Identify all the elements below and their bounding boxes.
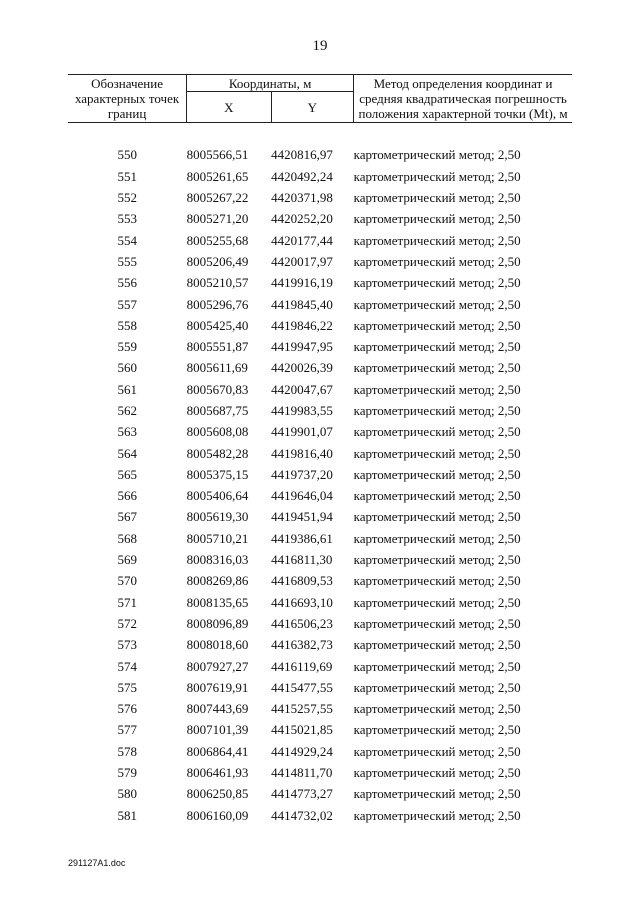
table-row <box>68 272 572 293</box>
cell-method: картометрический метод; 2,50 <box>353 722 521 738</box>
cell-x: 8005267,22 <box>186 190 249 206</box>
cell-x: 8005670,83 <box>186 381 249 397</box>
table-row <box>68 698 572 719</box>
cell-x: 8008018,60 <box>186 637 249 653</box>
cell-method: картометрический метод; 2,50 <box>353 509 521 525</box>
cell-y: 4420492,24 <box>271 168 333 184</box>
table-spacer <box>68 123 572 145</box>
cell-y: 4419947,95 <box>271 339 333 355</box>
cell-x: 8005206,49 <box>186 253 249 269</box>
table-row <box>68 805 572 826</box>
cell-method: картометрический метод; 2,50 <box>353 445 521 461</box>
cell-method: картометрический метод; 2,50 <box>353 679 521 695</box>
cell-x: 8005608,08 <box>186 424 249 440</box>
table-row <box>68 719 572 740</box>
cell-method: картометрический метод; 2,50 <box>353 339 521 355</box>
cell-method: картометрический метод; 2,50 <box>353 658 521 674</box>
cell-y: 4420252,20 <box>271 211 333 227</box>
header-point: Обозначение характерных точек границ <box>68 75 187 123</box>
table-row <box>68 464 572 485</box>
cell-point: 550 <box>117 147 138 163</box>
cell-y: 4416811,30 <box>271 552 333 568</box>
cell-y: 4419901,07 <box>271 424 333 440</box>
cell-method: картометрический метод; 2,50 <box>353 317 521 333</box>
cell-point: 577 <box>117 722 138 738</box>
page-number: 19 <box>312 38 328 54</box>
cell-point: 573 <box>117 637 138 653</box>
cell-method: картометрический метод; 2,50 <box>353 190 521 206</box>
cell-x: 8008316,03 <box>186 552 249 568</box>
cell-point: 568 <box>117 530 138 546</box>
table-row <box>68 379 572 400</box>
cell-x: 8007443,69 <box>186 701 249 717</box>
cell-x: 8005255,68 <box>186 232 249 248</box>
cell-method: картометрический метод; 2,50 <box>353 360 521 376</box>
cell-y: 4414811,70 <box>271 765 333 781</box>
cell-method: картометрический метод; 2,50 <box>353 786 521 802</box>
cell-y: 4420047,67 <box>271 381 333 397</box>
table-row <box>68 229 572 250</box>
cell-y: 4416119,69 <box>271 658 333 674</box>
cell-x: 8005271,20 <box>186 211 249 227</box>
cell-y: 4420017,97 <box>271 253 333 269</box>
cell-point: 553 <box>117 211 138 227</box>
cell-y: 4419646,04 <box>271 488 333 504</box>
cell-y: 4419845,40 <box>271 296 333 312</box>
cell-y: 4419737,20 <box>271 466 333 482</box>
cell-point: 567 <box>117 509 138 525</box>
cell-method: картометрический метод; 2,50 <box>353 296 521 312</box>
cell-x: 8005611,69 <box>186 360 248 376</box>
cell-x: 8007101,39 <box>186 722 249 738</box>
cell-point: 576 <box>117 701 138 717</box>
cell-x: 8005296,76 <box>186 296 249 312</box>
cell-x: 8005710,21 <box>186 530 249 546</box>
cell-y: 4419386,61 <box>271 530 333 546</box>
cell-point: 559 <box>117 339 138 355</box>
cell-point: 581 <box>117 807 138 823</box>
cell-y: 4415477,55 <box>271 679 333 695</box>
table-row <box>68 762 572 783</box>
document-reference: 291127A1.doc <box>68 858 126 868</box>
cell-point: 562 <box>117 403 138 418</box>
cell-y: 4419916,19 <box>271 275 333 291</box>
table-body <box>68 123 572 826</box>
cell-x: 8007619,91 <box>186 679 249 695</box>
cell-method: картометрический метод; 2,50 <box>353 807 521 823</box>
cell-method: картометрический метод; 2,50 <box>353 637 521 653</box>
table-row <box>68 144 572 165</box>
cell-point: 575 <box>117 679 138 695</box>
cell-method: картометрический метод; 2,50 <box>353 275 521 291</box>
table-row <box>68 592 572 613</box>
header-y: Y <box>271 92 353 123</box>
cell-point: 560 <box>117 360 138 376</box>
cell-y: 4419816,40 <box>271 445 333 461</box>
cell-method: картометрический метод; 2,50 <box>353 594 521 610</box>
header-x: X <box>187 92 272 123</box>
cell-method: картометрический метод; 2,50 <box>353 488 521 504</box>
cell-point: 556 <box>117 275 138 291</box>
cell-y: 4416382,73 <box>271 637 333 653</box>
cell-point: 565 <box>117 466 138 482</box>
cell-x: 8008269,86 <box>186 573 249 589</box>
cell-x: 8005687,75 <box>186 403 249 418</box>
table-row <box>68 570 572 591</box>
cell-y: 4419451,94 <box>271 509 333 525</box>
cell-method: картометрический метод; 2,50 <box>353 765 521 781</box>
cell-method: картометрический метод; 2,50 <box>353 424 521 440</box>
cell-x: 8007927,27 <box>186 658 249 674</box>
table-row <box>68 400 572 421</box>
cell-point: 574 <box>117 658 138 674</box>
cell-point: 579 <box>117 765 138 781</box>
table-row <box>68 166 572 187</box>
table-row <box>68 357 572 378</box>
cell-x: 8006461,93 <box>186 765 249 781</box>
cell-y: 4419846,22 <box>271 317 333 333</box>
cell-method: картометрический метод; 2,50 <box>353 701 521 717</box>
cell-point: 580 <box>117 786 138 802</box>
cell-y: 4414732,02 <box>271 807 333 823</box>
cell-y: 4419983,55 <box>271 403 333 418</box>
cell-point: 557 <box>117 296 138 312</box>
table-row <box>68 187 572 208</box>
cell-y: 4414929,24 <box>271 743 333 759</box>
cell-x: 8005566,51 <box>186 147 249 163</box>
table-row <box>68 421 572 442</box>
cell-method: картометрический метод; 2,50 <box>353 253 521 269</box>
cell-point: 571 <box>117 594 138 610</box>
cell-method: картометрический метод; 2,50 <box>353 232 521 248</box>
cell-point: 569 <box>117 552 138 568</box>
table-row <box>68 208 572 229</box>
table-row <box>68 528 572 549</box>
cell-point: 570 <box>117 573 138 589</box>
cell-x: 8005261,65 <box>186 168 249 184</box>
cell-x: 8005425,40 <box>186 317 249 333</box>
cell-method: картометрический метод; 2,50 <box>353 381 521 397</box>
cell-method: картометрический метод; 2,50 <box>353 168 521 184</box>
coordinates-table <box>68 74 572 826</box>
cell-point: 564 <box>117 445 138 461</box>
table-row <box>68 315 572 336</box>
cell-y: 4420816,97 <box>271 147 333 163</box>
table-row <box>68 485 572 506</box>
cell-y: 4416506,23 <box>271 615 333 631</box>
cell-x: 8005482,28 <box>186 445 249 461</box>
table-row <box>68 336 572 357</box>
cell-point: 555 <box>117 253 138 269</box>
cell-method: картометрический метод; 2,50 <box>353 615 521 631</box>
cell-x: 8005406,64 <box>186 488 249 504</box>
cell-point: 561 <box>117 381 138 397</box>
cell-method: картометрический метод; 2,50 <box>353 403 521 418</box>
cell-point: 566 <box>117 488 138 504</box>
cell-x: 8005375,15 <box>186 466 249 482</box>
cell-point: 563 <box>117 424 138 440</box>
cell-method: картометрический метод; 2,50 <box>353 743 521 759</box>
table-row <box>68 655 572 676</box>
cell-x: 8006250,85 <box>186 786 249 802</box>
cell-y: 4414773,27 <box>271 786 333 802</box>
header-method: Метод определения координат и средняя квадратическая погрешность положения характерной точки (Mt), м <box>354 75 572 123</box>
cell-point: 572 <box>117 615 138 631</box>
cell-y: 4415257,55 <box>271 701 333 717</box>
cell-method: картометрический метод; 2,50 <box>353 466 521 482</box>
table-row <box>68 506 572 527</box>
cell-method: картометрический метод; 2,50 <box>353 211 521 227</box>
table-row <box>68 741 572 762</box>
cell-method: картометрический метод; 2,50 <box>353 147 521 163</box>
cell-x: 8005551,87 <box>186 339 249 355</box>
cell-point: 554 <box>117 232 138 248</box>
cell-y: 4420371,98 <box>271 190 333 206</box>
header-coordinates: Координаты, м <box>187 75 354 92</box>
cell-x: 8006864,41 <box>186 743 249 759</box>
cell-x: 8005210,57 <box>186 275 249 291</box>
cell-y: 4415021,85 <box>271 722 333 738</box>
cell-x: 8005619,30 <box>186 509 249 525</box>
cell-point: 552 <box>117 190 138 206</box>
cell-y: 4416693,10 <box>271 594 333 610</box>
cell-method: картометрический метод; 2,50 <box>353 573 521 589</box>
table-row <box>68 442 572 463</box>
cell-x: 8008135,65 <box>186 594 249 610</box>
table-header-row <box>68 75 572 92</box>
cell-y: 4420026,39 <box>271 360 333 376</box>
table-row <box>68 677 572 698</box>
table-row <box>68 293 572 314</box>
table-row <box>68 783 572 804</box>
cell-point: 558 <box>117 317 138 333</box>
table-row <box>68 251 572 272</box>
cell-point: 551 <box>117 168 138 184</box>
cell-method: картометрический метод; 2,50 <box>353 530 521 546</box>
table-row <box>68 613 572 634</box>
cell-y: 4416809,53 <box>271 573 333 589</box>
cell-y: 4420177,44 <box>271 232 333 248</box>
cell-x: 8006160,09 <box>186 807 249 823</box>
cell-method: картометрический метод; 2,50 <box>353 552 521 568</box>
cell-x: 8008096,89 <box>186 615 249 631</box>
cell-point: 578 <box>117 743 138 759</box>
table-row <box>68 549 572 570</box>
table-row <box>68 634 572 655</box>
